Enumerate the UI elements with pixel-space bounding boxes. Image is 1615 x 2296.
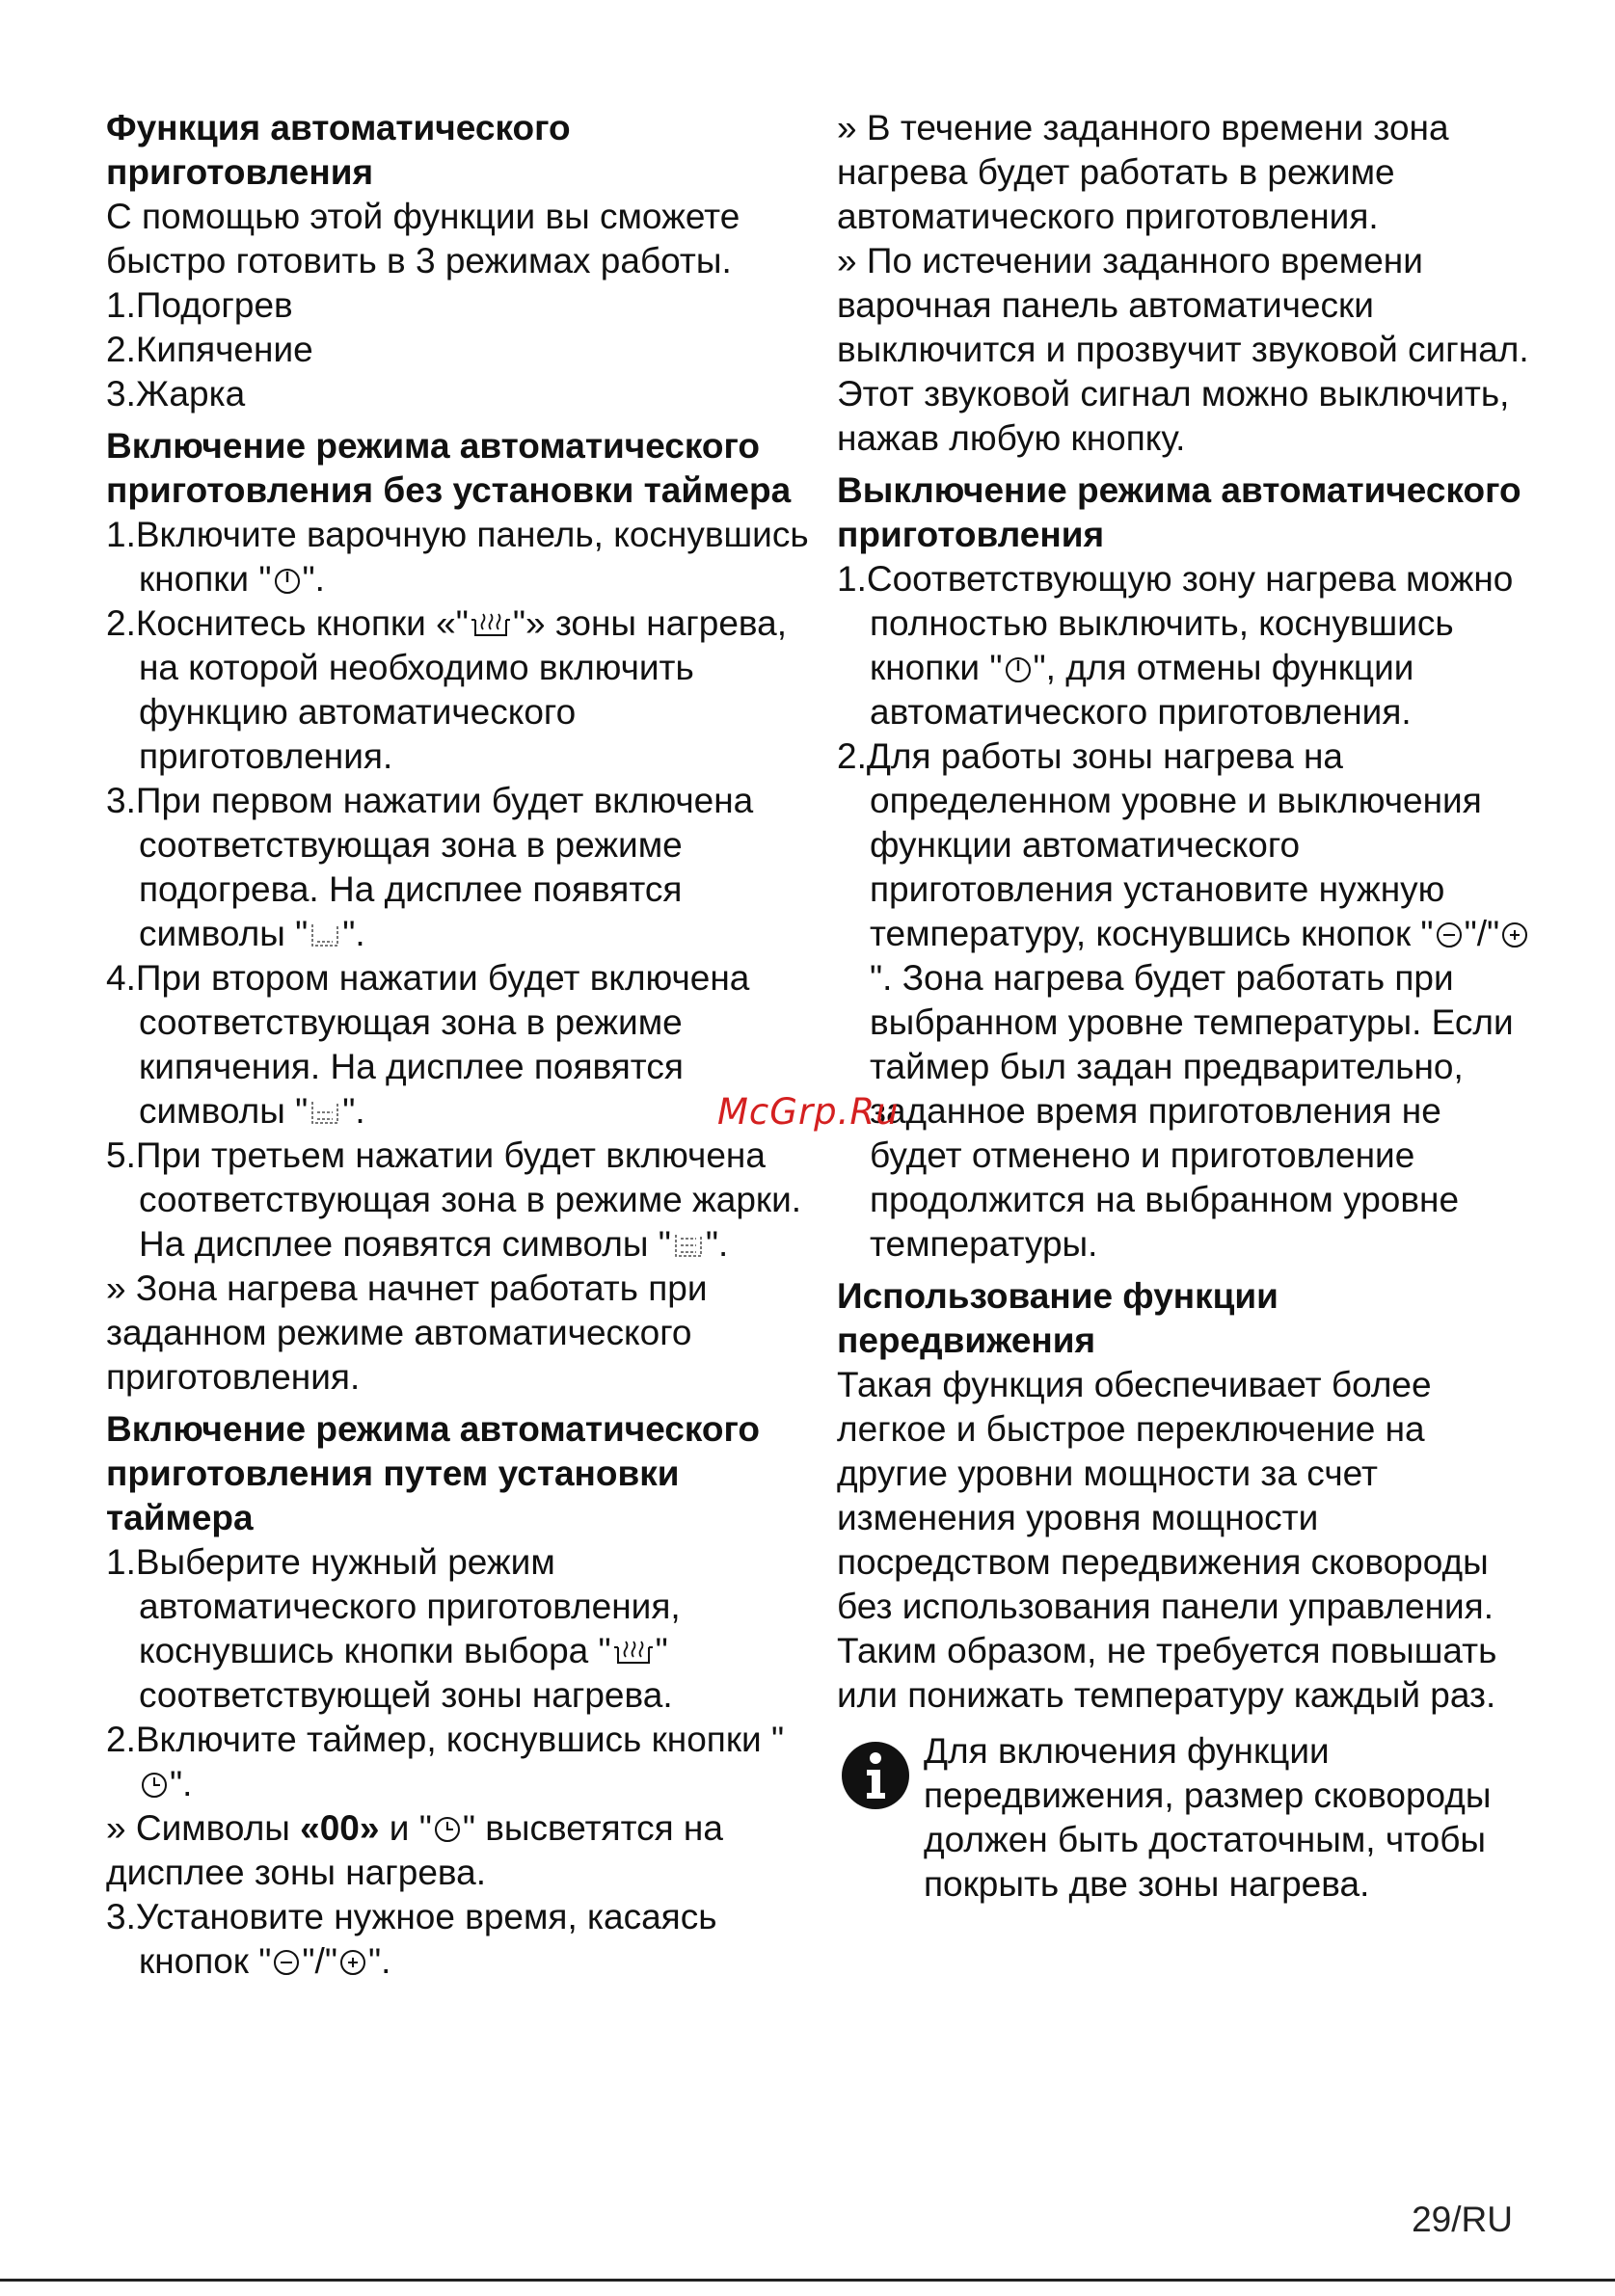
minus-icon <box>272 1948 301 1977</box>
step-item: 2.Включите таймер, коснувшись кнопки " ". <box>106 1720 785 1803</box>
step-item: 4.При втором нажатии будет включена соответствующая зона в режиме кипячения. На дисплее появятся символы " ". <box>106 958 750 1131</box>
info-note-text: Для включения функции передвижения, размер сковороды должен быть достаточным, чтобы покрыть две зоны нагрева. <box>924 1731 1492 1904</box>
timer-note-2: » По истечении заданного времени варочная панель автоматически выключится и прозвучит звуковой сигнал. Этот звуковой сигнал можно выключить, нажав любую кнопку. <box>837 241 1529 458</box>
timer-icon <box>433 1815 462 1844</box>
step-item: 1.Включите варочную панель, коснувшись кнопки " ". <box>106 515 809 599</box>
fry-display-icon <box>672 1231 705 1260</box>
heading-auto-cook-no-timer: Включение режима автоматического приготовления без установки таймера <box>106 426 792 510</box>
right-column <box>837 106 1531 1907</box>
mode-item: 1.Подогрев <box>106 285 293 325</box>
step-item: 2.Коснитесь кнопки «" "» зоны нагрева, на которой необходимо включить функцию автоматического приготовления. <box>106 603 788 776</box>
heading-auto-cook-function: Функция автоматического приготовления <box>106 108 571 192</box>
timer-icon <box>140 1771 169 1800</box>
timer-note-1: » В течение заданного времени зона нагрева будет работать в режиме автоматического приготовления. <box>837 108 1449 236</box>
info-icon <box>841 1741 910 1810</box>
heading-auto-cook-with-timer: Включение режима автоматического приготовления путем установки таймера <box>106 1409 761 1537</box>
power-icon <box>1004 654 1033 683</box>
minus-icon <box>1435 921 1464 949</box>
intro-text: С помощью этой функции вы сможете быстро готовить в 3 режимах работы. <box>106 197 740 280</box>
power-icon <box>273 566 302 595</box>
page-number: 29/RU <box>1412 2200 1513 2239</box>
plus-icon <box>338 1948 367 1977</box>
watermark: McGrp.Ru <box>717 1091 900 1133</box>
boil-display-icon <box>309 1098 341 1127</box>
mode-item: 3.Жарка <box>106 374 246 414</box>
plus-icon <box>1500 921 1529 949</box>
warm-display-icon <box>309 921 341 949</box>
heading-move-function: Использование функции передвижения <box>837 1276 1279 1360</box>
heading-auto-cook-off: Выключение режима автоматического приготовления <box>837 470 1521 554</box>
auto-cook-icon <box>612 1638 655 1667</box>
bottom-rule <box>0 2279 1615 2282</box>
move-function-text: Такая функция обеспечивает более легкое и быстрое переключение на другие уровни мощности за счет изменения уровня мощности посредством передвижения сковороды без использования панели управления. Таким образом, не требуется повышать или понижать температуру каждый раз. <box>837 1365 1497 1715</box>
auto-cook-icon <box>470 610 512 639</box>
step-item: 2.Для работы зоны нагрева на определенном уровне и выключения функции автоматического приготовления установите нужную температуру, коснувшись кнопок " "/" ". Зона нагрева будет работать при выбранном уровне температуры. Если таймер был задан предварительно, заданное время приготовления не будет отменено и приготовление продолжится на выбранном уровне температуры. <box>837 734 1531 1267</box>
step-item: 3.Установите нужное время, касаясь кнопок " "/" ". <box>106 1897 717 1981</box>
step-item: 1.Выберите нужный режим автоматического приготовления, коснувшись кнопки выбора " " соответствующей зоны нагрева. <box>106 1542 681 1715</box>
step-item: 1.Соответствующую зону нагрева можно полностью выключить, коснувшись кнопки " ", для отмены функции автоматического приготовления. <box>837 559 1514 732</box>
step-item: 5.При третьем нажатии будет включена соответствующая зона в режиме жарки. На дисплее появятся символы " ". <box>106 1135 802 1264</box>
note-zone-starts: » Зона нагрева начнет работать при заданном режиме автоматического приготовления. <box>106 1268 708 1397</box>
note-symbols-shown: » Символы «00» и " " высветятся на дисплее зоны нагрева. <box>106 1808 723 1892</box>
info-note <box>837 1729 1531 1907</box>
step-item: 3.При первом нажатии будет включена соответствующая зона в режиме подогрева. На дисплее появятся символы " ". <box>106 781 754 953</box>
left-column <box>106 106 810 1984</box>
mode-item: 2.Кипячение <box>106 330 313 369</box>
